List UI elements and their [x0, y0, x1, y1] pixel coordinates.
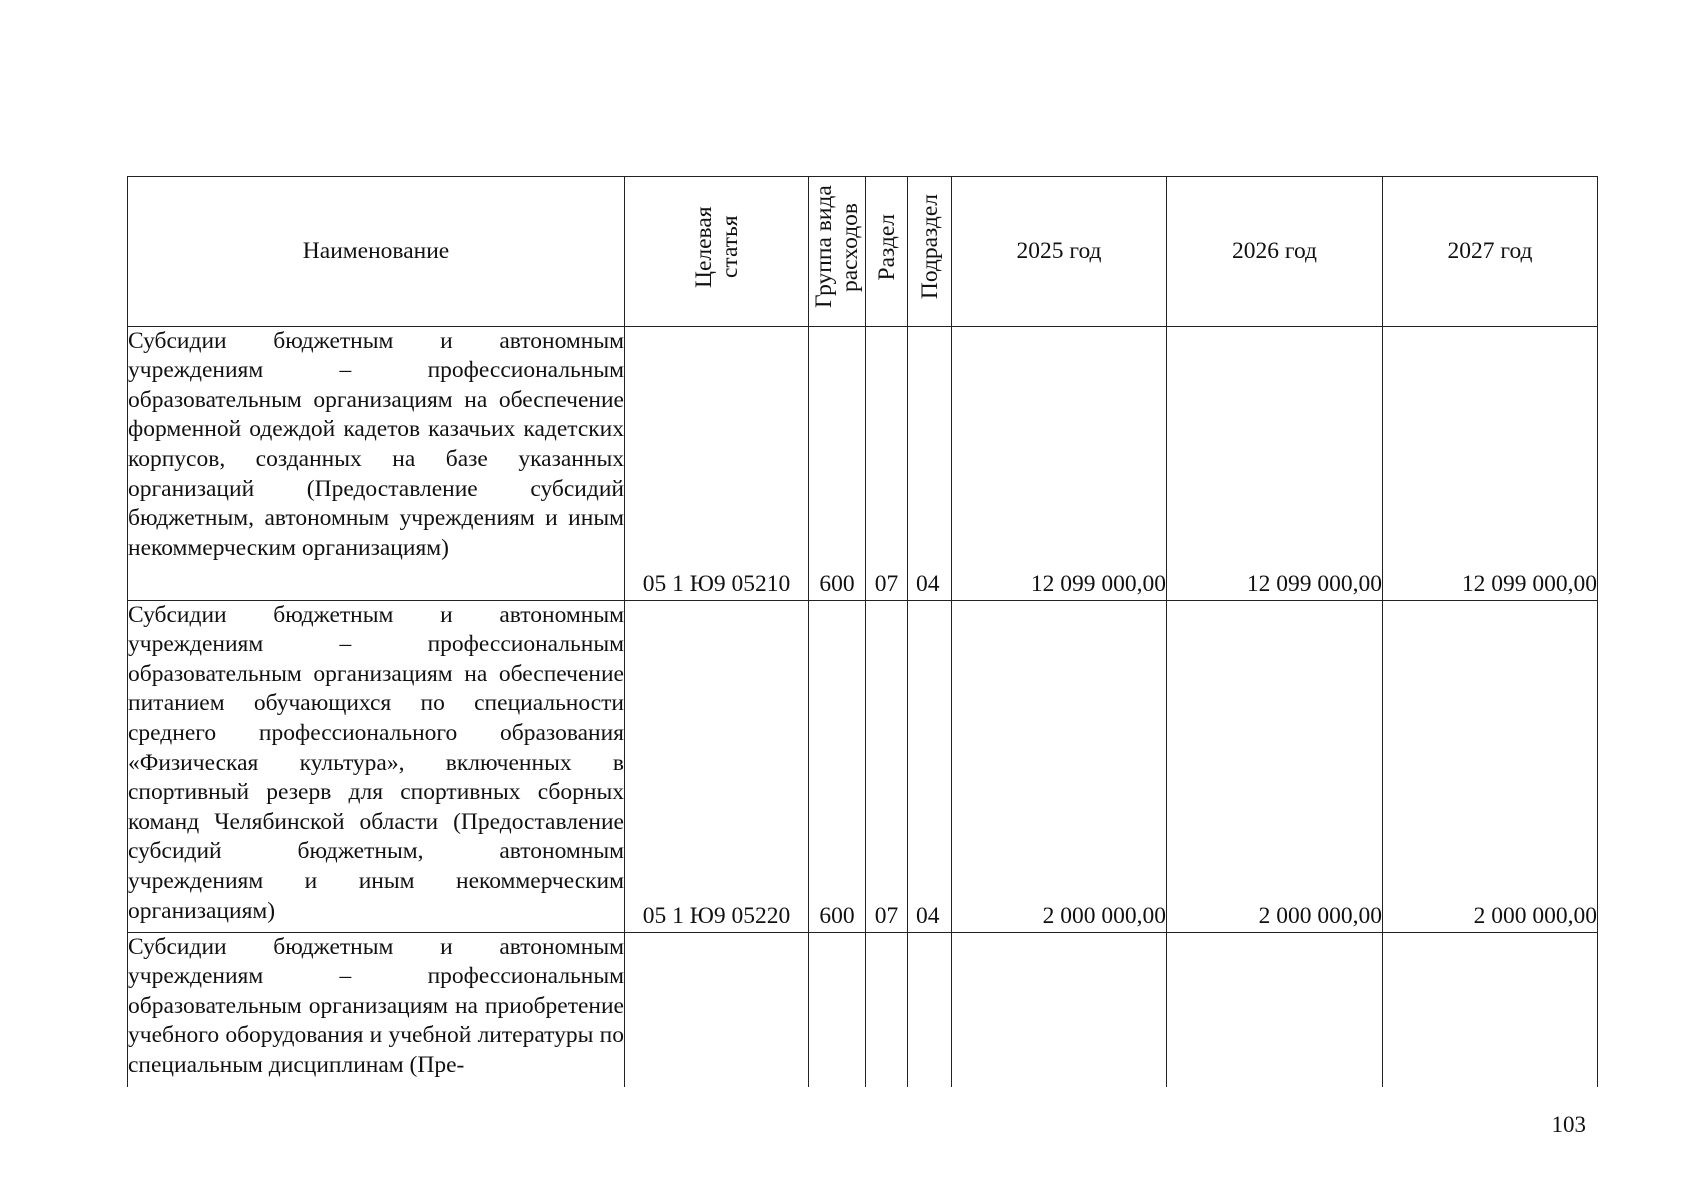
row-2026 — [1167, 932, 1383, 1087]
row-section: 07 — [866, 600, 908, 932]
row-target-article — [625, 932, 809, 1087]
row-name-text: Субсидии бюджетным и автономным учреждениям – профессиональным образовательным организациям на обеспечение форменной одеждой кадетов казачьих кадетских корпусов, созданных на базе указанных организаций (Предоставление субсидий бюджетным, автономным учреждениям и иным некоммерческим организациям) — [128, 327, 624, 561]
row-subsection: 04 — [908, 600, 952, 932]
header-target-article — [625, 177, 809, 327]
header-expense-group-label: Группа вида расходов — [811, 185, 863, 309]
table-row — [128, 600, 1598, 932]
row-name — [128, 326, 625, 600]
row-2026: 2 000 000,00 — [1167, 600, 1383, 932]
header-2025-label: 2025 год — [1016, 237, 1102, 264]
row-2027: 12 099 000,00 — [1383, 326, 1598, 600]
header-target-article-label: Целевая статья — [690, 206, 743, 288]
header-2027 — [1383, 177, 1598, 327]
header-name — [128, 177, 625, 327]
row-name-text: Субсидии бюджетным и автономным учреждениям – профессиональным образовательным организациям на обеспечение питанием обучающихся по специальности среднего профессионального образования «Физическая культура», включенных в спортивный резерв для спортивных сборных команд Челябинской области (Предоставление субсидий бюджетным, автономным учреждениям и иным некоммерческим организациям) — [128, 601, 624, 924]
row-2025: 12 099 000,00 — [952, 326, 1167, 600]
header-section-label: Раздел — [873, 213, 900, 281]
header-subsection-label: Подраздел — [916, 194, 943, 300]
row-2025: 2 000 000,00 — [952, 600, 1167, 932]
row-expense-group: 600 — [809, 600, 866, 932]
table-header-row — [128, 177, 1598, 327]
row-expense-group: 600 — [809, 326, 866, 600]
row-name — [128, 932, 625, 1087]
row-2027 — [1383, 932, 1598, 1087]
header-subsection — [908, 177, 952, 327]
row-expense-group — [809, 932, 866, 1087]
header-2026-label: 2026 год — [1232, 237, 1317, 264]
header-2025 — [952, 177, 1167, 327]
table-row — [128, 932, 1598, 1087]
row-section — [866, 932, 908, 1087]
row-subsection: 04 — [908, 326, 952, 600]
header-2027-label: 2027 год — [1447, 237, 1533, 264]
row-target-article: 05 1 Ю9 05220 — [625, 600, 809, 932]
row-name-text: Субсидии бюджетным и автономным учреждениям – профессиональным образовательным организациям на приобретение учебного оборудования и учебной литературы по специальным дисциплинам (Пре- — [128, 933, 624, 1078]
header-section — [866, 177, 908, 327]
header-expense-group — [809, 177, 866, 327]
row-2025 — [952, 932, 1167, 1087]
row-2027: 2 000 000,00 — [1383, 600, 1598, 932]
row-section: 07 — [866, 326, 908, 600]
header-2026 — [1167, 177, 1383, 327]
budget-table — [127, 176, 1598, 1087]
table-row — [128, 326, 1598, 600]
row-name — [128, 600, 625, 932]
page-number: 103 — [1551, 1112, 1586, 1137]
row-subsection — [908, 932, 952, 1087]
row-2026: 12 099 000,00 — [1167, 326, 1383, 600]
budget-table-page — [127, 176, 1597, 1084]
header-name-label: Наименование — [302, 237, 450, 264]
row-target-article: 05 1 Ю9 05210 — [625, 326, 809, 600]
